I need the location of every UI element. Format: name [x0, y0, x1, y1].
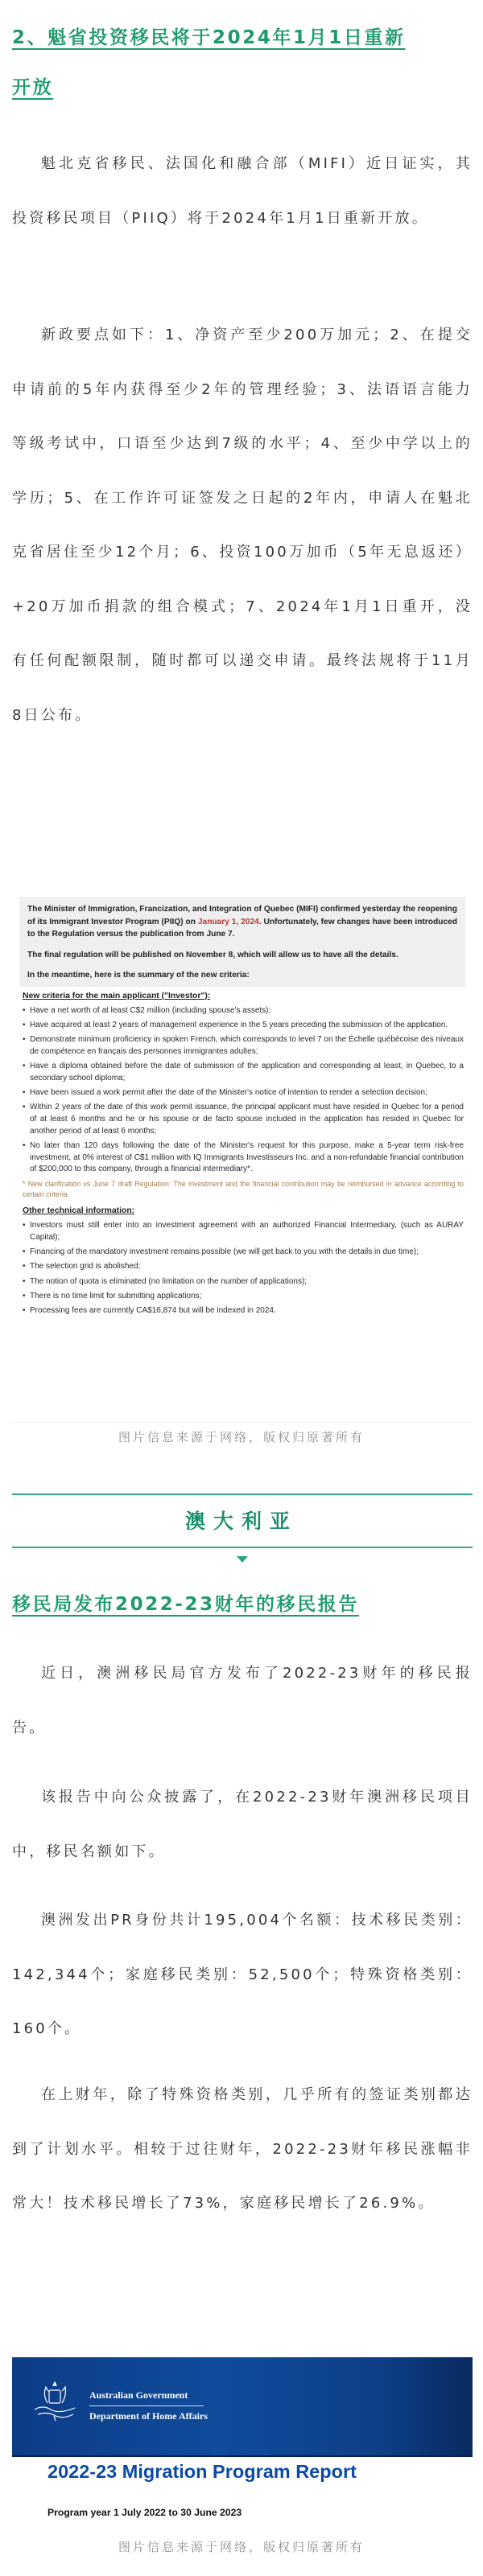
- meantime-text: In the meantime, here is the summary of the new criteria:: [27, 971, 250, 980]
- other-info-list: [11, 1220, 472, 1317]
- section-rule-top: [12, 1493, 473, 1495]
- criteria-item: • Demonstrate minimum proficiency in spoken French, which corresponds to level 7 on the Échelle québécoise des niveaux de compétence en français des personnes immigrantes adultes;: [23, 1034, 464, 1058]
- other-info-heading: Other technical information:: [23, 1206, 135, 1216]
- section-title-line2: 开放: [12, 77, 54, 98]
- quebec-paragraph-2: 新政要点如下：1、净资产至少200万加元；2、在提交申请前的5年内获得至少2年的管理经验；3、法语语言能力等级考试中，口语至少达到7级的水平；4、至少中学以上的学历；5、在工作许可证签发之日起的2年内，申请人在魁北克省居住至少12个月；6、投资100万加币（5年无息返还）+20万加币捐款的组合模式；7、2024年1月1日重开，没有任何配额限制，随时都可以递交申请。最终法规将于11月8日公布。: [12, 327, 473, 724]
- report-subtitle: Program year 1 July 2022 to 30 June 2023: [47, 2507, 242, 2518]
- quebec-announcement-image: [11, 897, 472, 1389]
- aus-paragraph-3: 澳洲发出PR身份共计195,004个名额：技术移民类别：142,344个；家庭移民类别：52,500个；特殊资格类别：160个。: [12, 1912, 473, 2037]
- reopen-date: January 1, 2024: [197, 917, 259, 926]
- section-title-line1: 2、魁省投资移民将于2024年1月1日重新: [12, 27, 406, 48]
- announcement-intro: [27, 903, 457, 941]
- other-info-item: • Financing of the mandatory investment remains possible (we will get back to you with the details in due time);: [23, 1247, 464, 1259]
- gov-name: Australian Government: [89, 2389, 188, 2401]
- section-rule-bottom: [12, 1547, 473, 1548]
- intro-text-end: . Unfortunately, few changes have been introduced to the Regulation versus the publication from June 7.: [27, 917, 457, 939]
- other-info-item: • Investors must still enter into an investment agreement with an authorized Financial Intermediary, (such as AURAY Capital);: [23, 1220, 464, 1244]
- other-info-item: • The selection grid is abolished;: [23, 1261, 464, 1273]
- criteria-list: [11, 1005, 472, 1177]
- report-title: 2022-23 Migration Program Report: [47, 2461, 357, 2482]
- criteria-item: • Have a diploma obtained before the date of submission of the application and corresponding at least, in Quebec, to a secondary school diploma;: [23, 1061, 464, 1085]
- other-info-item: • There is no time limit for submitting applications;: [23, 1291, 464, 1303]
- clarification-note: * New clarification vs June 7 draft Regulation: The investment and the financial contribution may be reimbursed in advance according to certain criteria.: [23, 1180, 464, 1199]
- criteria-item: • Have acquired at least 2 years of management experience in the 5 years preceding the submission of the application.: [23, 1020, 464, 1032]
- aus-paragraph-4: 在上财年，除了特殊资格类别，几乎所有的签证类别都达到了计划水平。相较于过往财年，2022-23财年移民涨幅非常大！技术移民增长了73%，家庭移民增长了26.9%。: [12, 2086, 473, 2212]
- criteria-heading: New criteria for the main applicant ("Investor"):: [23, 991, 211, 1000]
- intro-text: The Minister of Immigration, Francization, and Integration of Quebec (MIFI) confirmed yesterday the reopening of its Immigrant Investor Program (PIIQ) on: [27, 905, 457, 926]
- country-header-australia: 澳大利亚: [184, 1510, 298, 1533]
- criteria-item: • No later than 120 days following the date of the Minister's request for this purpose, make a 5-year term risk-free investment, at 0% interest of C$1 million with IQ Immigrants Investisseurs Inc. and a non-refundable financial contribution of $200,000 to this company, through a financial intermediary*.: [23, 1140, 464, 1176]
- other-info-item: • The notion of quota is eliminated (no limitation on the number of applications);: [23, 1276, 464, 1288]
- triangle-down-icon: [237, 1556, 248, 1563]
- coat-of-arms-icon: [30, 2379, 80, 2424]
- criteria-item: • Have been issued a work permit after the date of the Minister's notice of intention to render a selection decision;: [23, 1087, 464, 1099]
- department-name: Department of Home Affairs: [89, 2410, 208, 2422]
- section-title-quebec: [12, 13, 473, 113]
- aus-paragraph-2: 该报告中向公众披露了，在2022-23财年澳洲移民项目中，移民名额如下。: [12, 1789, 473, 1860]
- image-divider: [12, 1422, 473, 1423]
- announcement-summary-box: [19, 897, 465, 987]
- aus-paragraph-1: 近日，澳洲移民局官方发布了2022-23财年的移民报告。: [12, 1665, 473, 1736]
- image-source-caption: 图片信息来源于网络，版权归原著所有: [118, 1430, 365, 1444]
- home-affairs-banner: [12, 2357, 473, 2457]
- image-source-caption-2: 图片信息来源于网络，版权归原著所有: [118, 2540, 365, 2554]
- final-regulation-text: The final regulation will be published on November 8, which will allow us to have all the details.: [27, 950, 398, 959]
- other-info-item: • Processing fees are currently CA$16,874 but will be indexed in 2024.: [23, 1305, 464, 1317]
- banner-divider: [89, 2405, 204, 2406]
- criteria-item: • Within 2 years of the date of this work permit issuance, the principal applicant must have resided in Quebec for a period of at least 6 months and he or his spouse or de facto spouse included in the application has resided in Quebec for another period of at least 6 months;: [23, 1102, 464, 1137]
- quebec-paragraph-1: 魁北克省移民、法国化和融合部（MIFI）近日证实，其投资移民项目（PIIQ）将于2024年1月1日重新开放。: [12, 155, 473, 227]
- criteria-item: • Have a net worth of at least C$2 million (including spouse's assets);: [23, 1005, 464, 1017]
- australia-article-title: 移民局发布2022-23财年的移民报告: [12, 1594, 359, 1615]
